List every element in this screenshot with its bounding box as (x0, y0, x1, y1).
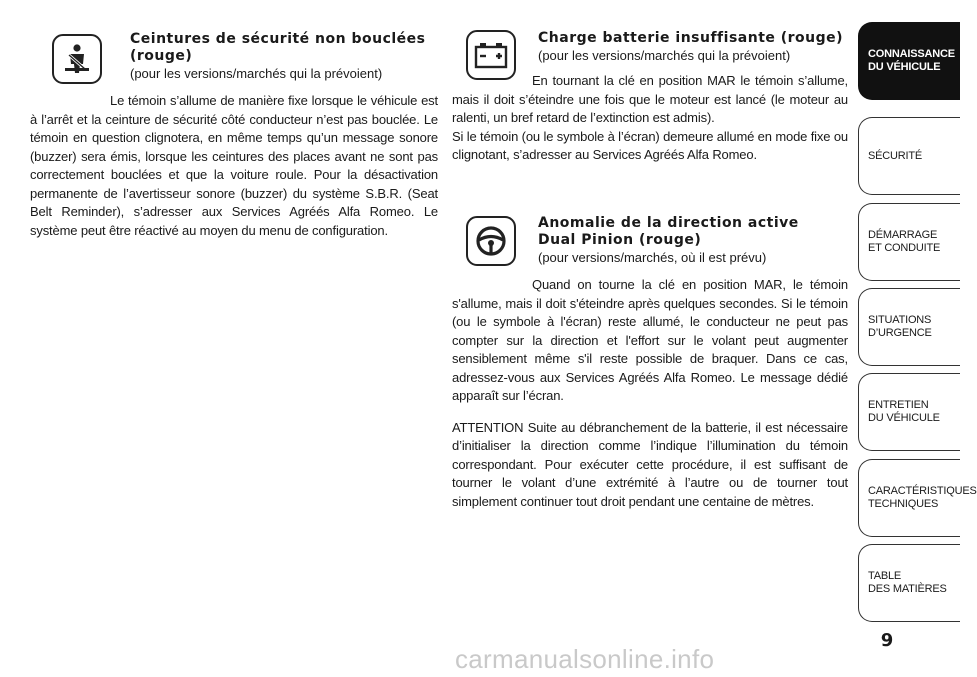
seatbelt-text (30, 92, 438, 240)
tab-situations-urgence[interactable] (858, 288, 960, 366)
tab-connaissance-vehicule[interactable] (858, 22, 960, 100)
tab-label-line1: DÉMARRAGE (868, 229, 938, 241)
page-number: 9 (880, 630, 894, 651)
tab-label-line2: TECHNIQUES (868, 498, 939, 510)
tab-label-line1: CONNAISSANCE (868, 48, 955, 60)
tab-label-line1: SÉCURITÉ (868, 149, 923, 162)
tab-entretien-vehicule[interactable] (858, 373, 960, 451)
steering-text (452, 276, 848, 511)
steering-body2: ATTENTION Suite au débranchement de la batterie, il est nécessaire d’initialiser la direction comme l’indique l’illumination du témoin correspondant. Pour exécuter cette procédure, il est suffisant de tourner le volant d’une extrémité à l’autre ou de tourner tout simplement continuer tout droit pendant une centaine de mètres. (452, 419, 848, 509)
tab-label-line2: DU VÉHICULE (868, 61, 941, 73)
steering-title: Anomalie de la direction active Dual Pinion (rouge) (538, 215, 799, 248)
battery-title: Charge batterie insuffisante (rouge) (538, 30, 844, 46)
tab-label-line2: ET CONDUITE (868, 242, 941, 254)
seatbelt-header (130, 31, 430, 82)
steering-wheel-warning-icon (466, 216, 516, 266)
seatbelt-body: Le témoin s’allume de manière fixe lorsque le véhicule est à l’arrêt et la ceinture de sécurité côté conducteur n’est pas bouclée. Le témoin en question clignotera, en même temps qu’un message sonore (buzzer) sera émis, lorsque les ceintures des places avant ne sont pas correctement bouclées et que la voiture roule. Pour la désactivation permanente de l’avertisseur sonore (buzzer) du système S.B.R. (Seat Belt Reminder), s’adresser aux Services Agréés Alfa Romeo. Le système peut être réactivé au moyen du menu de configuration. (30, 93, 438, 238)
steering-body: Quand on tourne la clé en position MAR, le témoin s'allume, mais il doit s'éteindre après quelques secondes. Si le témoin (ou le symbole à l'écran) reste allumé, le conducteur ne peut pas compter sur la direction et l'effort sur le volant peut augmenter sensiblement même s'il reste possible de braquer. Dans ce cas, adressez-vous aux Services Agréés Alfa Romeo. Le message dédié apparaît sur l’écran. (452, 277, 848, 403)
seatbelt-subtitle: (pour les versions/marchés qui la prévoient) (130, 66, 383, 81)
battery-body: En tournant la clé en position MAR le témoin s’allume, mais il doit s’éteindre une fois que le moteur est lancé (le moteur au ralenti, un bref retard de l’extinction est admis). (452, 73, 848, 125)
tab-demarrage-conduite[interactable] (858, 203, 960, 281)
tab-table-matieres[interactable] (858, 544, 960, 622)
tab-caracteristiques-techniques[interactable] (858, 459, 977, 537)
watermark: carmanualsonline.info (455, 644, 715, 674)
seatbelt-warning-icon (52, 34, 102, 84)
tab-label-line1: SITUATIONS (868, 314, 932, 326)
battery-header (538, 30, 848, 64)
tab-label-line1: TABLE (868, 570, 902, 582)
tab-label-line2: DU VÉHICULE (868, 412, 940, 424)
tab-label-line1: ENTRETIEN (868, 399, 929, 411)
steering-header (538, 215, 838, 266)
tab-securite[interactable] (858, 117, 960, 195)
tab-label-line2: D’URGENCE (868, 327, 932, 339)
tab-label-line1: CARACTÉRISTIQUES (868, 485, 977, 497)
seatbelt-title: Ceintures de sécurité non bouclées (rouge) (130, 31, 426, 64)
steering-subtitle: (pour versions/marchés, où il est prévu) (538, 250, 767, 265)
battery-body2: Si le témoin (ou le symbole à l’écran) demeure allumé en mode fixe ou clignotant, s’adresser au Services Agréés Alfa Romeo. (452, 128, 848, 162)
tab-label-line2: DES MATIÈRES (868, 583, 947, 595)
battery-subtitle: (pour les versions/marchés qui la prévoient) (538, 48, 791, 63)
battery-text (452, 72, 848, 165)
